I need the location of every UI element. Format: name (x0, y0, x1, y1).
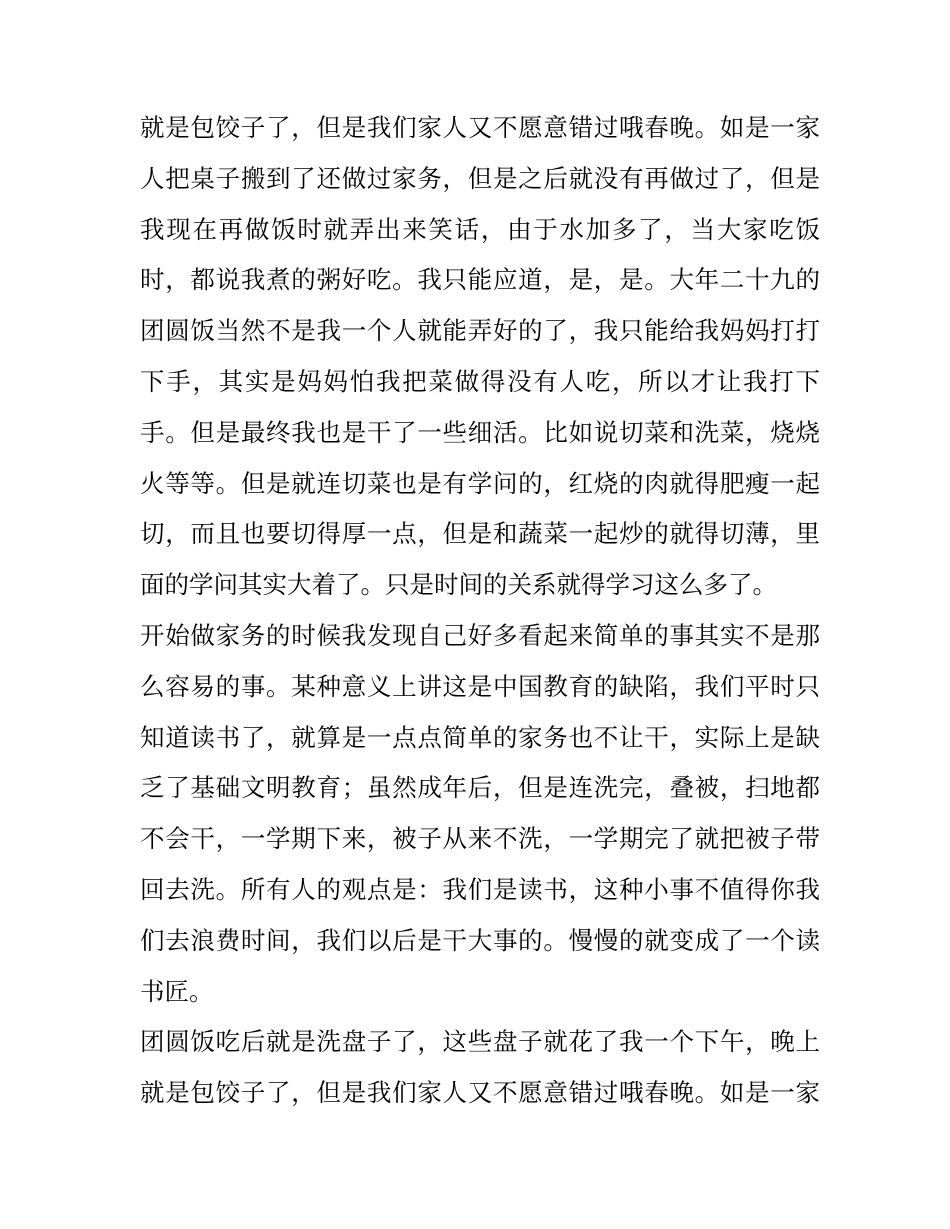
text-line: 火等等。但是就连切菜也是有学问的，红烧的肉就得肥瘦一起 (140, 468, 820, 498)
text-line: 我现在再做饭时就弄出来笑话，由于水加多了，当大家吃饭 (140, 214, 820, 244)
text-line: 开始做家务的时候我发现自己好多看起来简单的事其实不是那 (140, 620, 820, 650)
text-line: 知道读书了，就算是一点点简单的家务也不让干，实际上是缺 (140, 722, 820, 752)
text-line: 手。但是最终我也是干了一些细活。比如说切菜和洗菜，烧烧 (140, 417, 820, 447)
text-line: 就是包饺子了，但是我们家人又不愿意错过哦春晚。如是一家 (140, 1078, 820, 1108)
text-line: 乏了基础文明教育；虽然成年后，但是连洗完，叠被，扫地都 (140, 773, 820, 803)
text-line: 下手，其实是妈妈怕我把菜做得没有人吃，所以才让我打下 (140, 366, 820, 396)
text-line: 团圆饭当然不是我一个人就能弄好的了，我只能给我妈妈打打 (140, 316, 820, 346)
text-line: 团圆饭吃后就是洗盘子了，这些盘子就花了我一个下午，晚上 (140, 1027, 820, 1057)
text-line: 回去洗。所有人的观点是：我们是读书，这种小事不值得你我 (140, 874, 820, 904)
text-line: 时，都说我煮的粥好吃。我只能应道，是，是。大年二十九的 (140, 265, 820, 295)
body-text (140, 103, 820, 1119)
text-line: 切，而且也要切得厚一点，但是和蔬菜一起炒的就得切薄，里 (140, 519, 820, 549)
text-line: 们去浪费时间，我们以后是干大事的。慢慢的就变成了一个读 (140, 925, 820, 955)
text-line: 就是包饺子了，但是我们家人又不愿意错过哦春晚。如是一家 (140, 113, 820, 142)
text-line: 面的学问其实大着了。只是时间的关系就得学习这么多了。 (140, 570, 777, 600)
text-line: 人把桌子搬到了还做过家务，但是之后就没有再做过了，但是 (140, 163, 820, 193)
text-line: 不会干，一学期下来，被子从来不洗，一学期完了就把被子带 (140, 824, 820, 854)
text-line: 书匠。 (140, 976, 214, 1006)
text-line: 么容易的事。某种意义上讲这是中国教育的缺陷，我们平时只 (140, 671, 820, 701)
